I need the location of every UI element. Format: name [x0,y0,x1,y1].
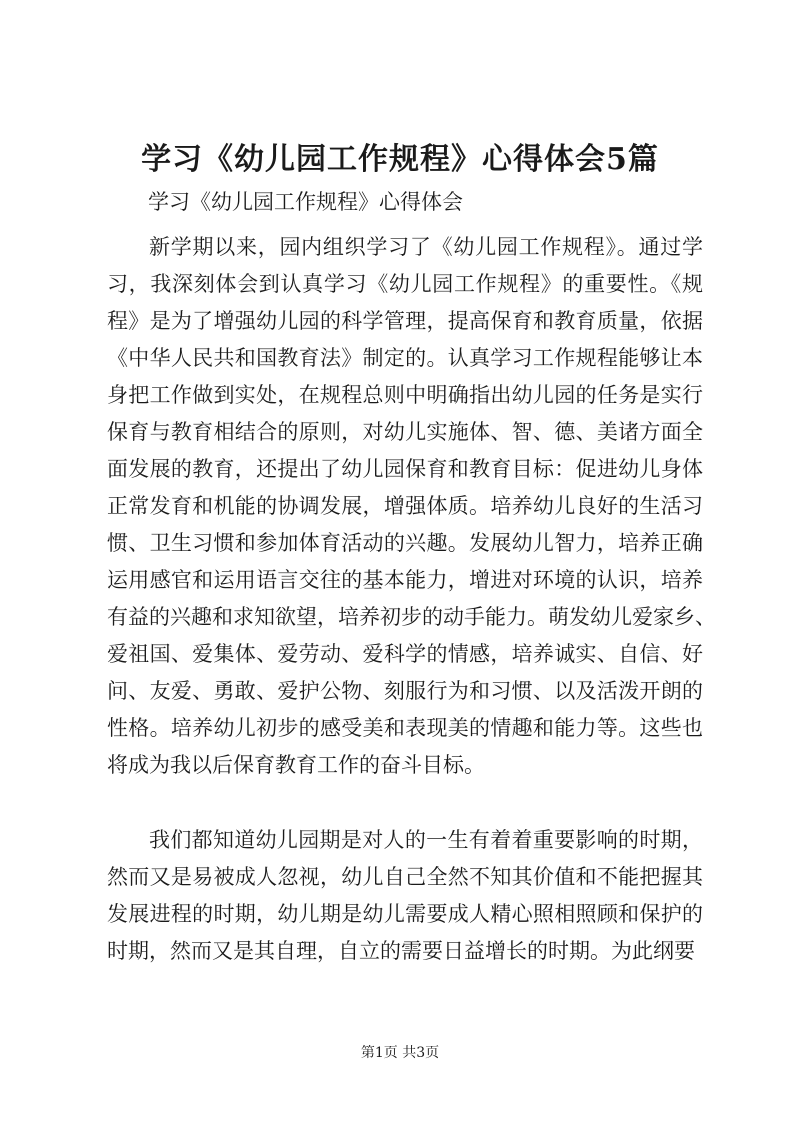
text-line: 发展进程的时期，幼儿期是幼儿需要成人精心照相照顾和保护的 [107,902,703,926]
text-line: 正常发育和机能的协调发展，增强体质。培养幼儿良好的生活习 [107,494,703,518]
text-line: 问、友爱、勇敢、爱护公物、刻服行为和习惯、以及活泼开朗的 [107,679,703,703]
page-footer: 第1页 共3页 [360,1045,440,1061]
text-line: 身把工作做到实处，在规程总则中明确指出幼儿园的任务是实行 [107,383,703,407]
text-line: 习，我深刻体会到认真学习《幼儿园工作规程》的重要性。《规 [107,272,703,296]
text-line: 面发展的教育，还提出了幼儿园保育和教育目标：促进幼儿身体 [107,457,703,481]
text-line: 时期，然而又是其自理，自立的需要日益增长的时期。为此纲要 [107,939,695,963]
text-line: 惯、卫生习惯和参加体育活动的兴趣。发展幼儿智力，培养正确 [107,531,703,555]
text-line: 《中华人民共和国教育法》制定的。认真学习工作规程能够让本 [107,346,703,370]
text-line: 新学期以来，园内组织学习了《幼儿园工作规程》。通过学 [149,235,703,259]
document-subtitle: 学习《幼儿园工作规程》心得体会 [148,190,463,214]
text-line: 将成为我以后保育教育工作的奋斗目标。 [107,753,485,777]
text-line: 我们都知道幼儿园期是对人的一生有着着重要影响的时期， [149,828,703,852]
text-line: 程》是为了增强幼儿园的科学管理，提高保育和教育质量，依据 [107,309,703,333]
document-title: 学习《幼儿园工作规程》心得体会5篇 [141,142,659,177]
text-line: 有益的兴趣和求知欲望，培养初步的动手能力。萌发幼儿爱家乡、 [107,605,716,629]
paragraph-1 [107,229,716,784]
text-line: 保育与教育相结合的原则，对幼儿实施体、智、德、美诸方面全 [107,420,703,444]
paragraph-2 [107,822,703,970]
text-line: 爱祖国、爱集体、爱劳动、爱科学的情感，培养诚实、自信、好 [107,642,703,666]
text-line: 运用感官和运用语言交往的基本能力，增进对环境的认识，培养 [107,568,703,592]
text-line: 性格。培养幼儿初步的感受美和表现美的情趣和能力等。这些也 [107,716,703,740]
text-line: 然而又是易被成人忽视，幼儿自己全然不知其价值和不能把握其 [107,865,703,889]
